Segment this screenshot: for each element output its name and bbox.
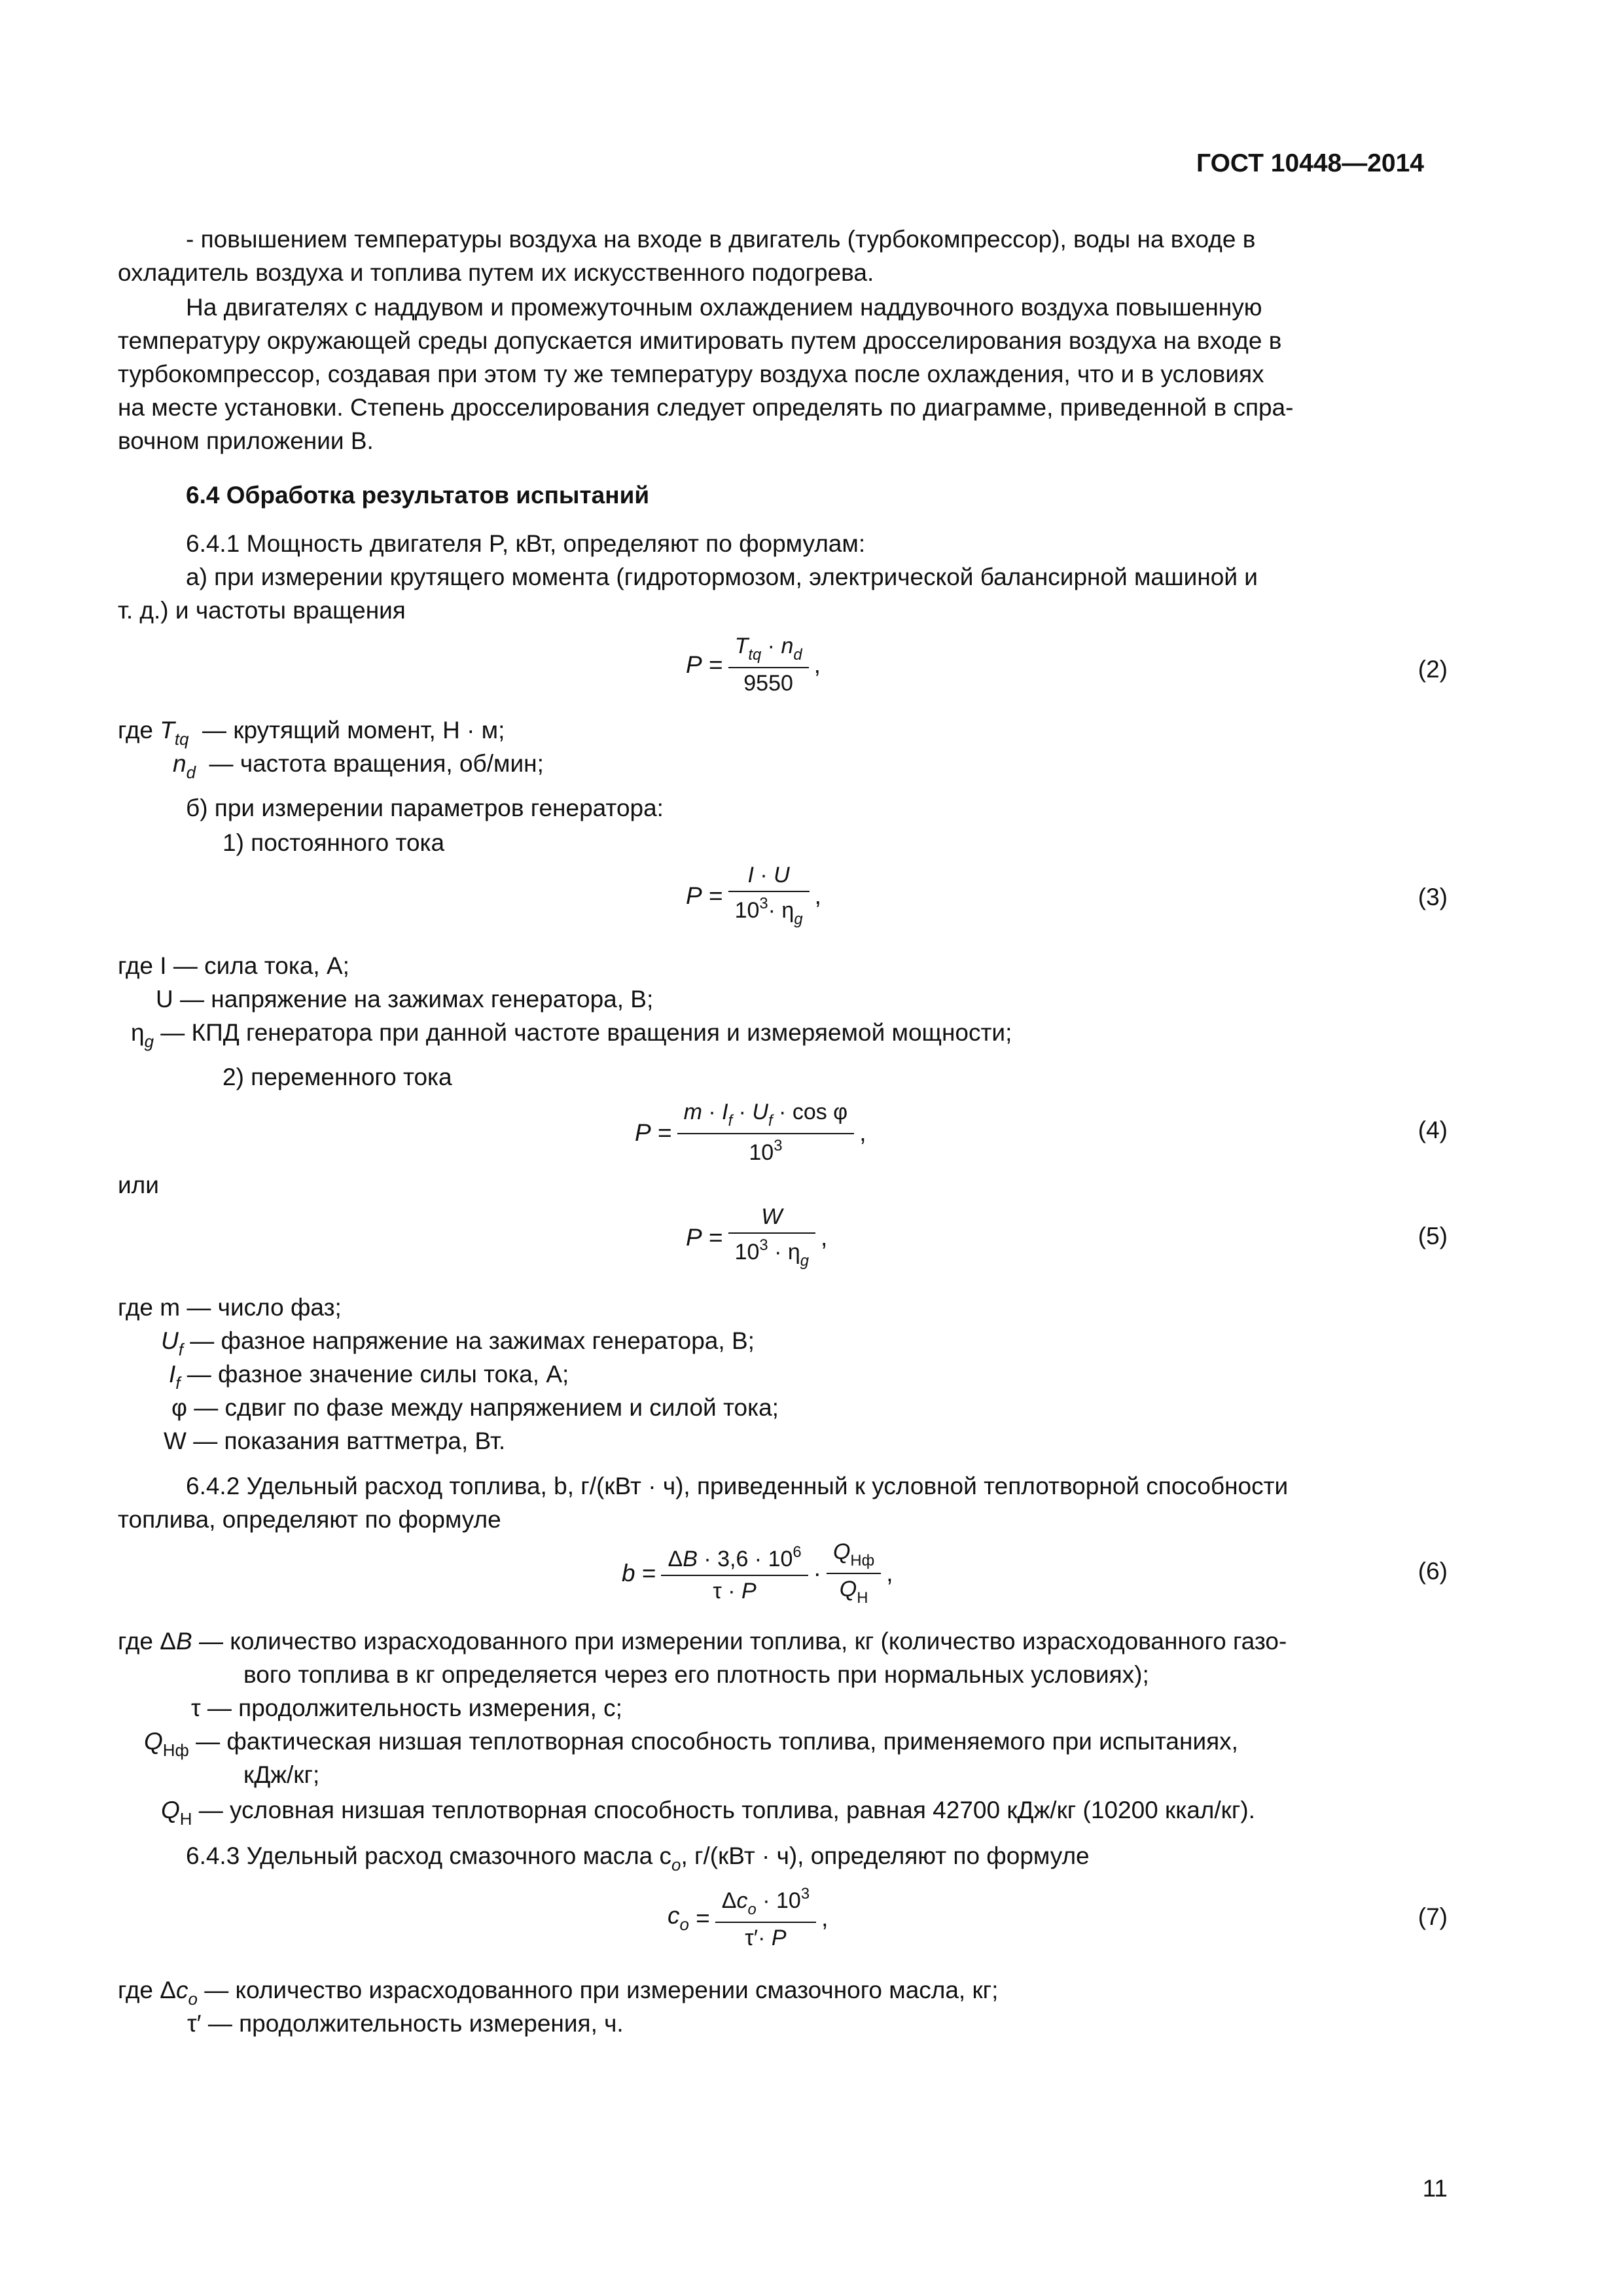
s643-rest: , г/(кВт · ч), определяют по формуле [681,1842,1090,1869]
p2-line3: турбокомпрессор, создавая при этом ту же температуру воздуха после охлаждения, что и в условиях [118,361,1264,387]
s643-text: 6.4.3 Удельный расход смазочного масла c [186,1842,672,1869]
where6-3: $Q_{Нф}$ — фактическая низшая теплотворная способность топлива, применяемого при испытаниях, [144,1728,1238,1760]
p1-line1: - повышением температуры воздуха на входе в двигатель (турбокомпрессор), воды на входе в [186,226,1256,253]
where6-4: $Q_Н$ — условная низшая теплотворная способность топлива, равная 42700 кДж/кг (10200 ккал/кг). [161,1797,1255,1829]
where2-2-text: — частота вращения, об/мин; [209,750,544,777]
where5-3-text: — фазное значение силы тока, А; [187,1361,569,1388]
formula-4: P = $\frac{m \cdot I_f \cdot U_f \cdot \cos \varphi}{10^3}$ , [635,1100,866,1165]
p1-line2: охладитель воздуха и топлива путем их искусственного подогрева. [118,259,874,286]
s643-sub: o [671,1856,681,1874]
eq7-number: (7) [1418,1903,1448,1930]
where3-2: U — напряжение на зажимах генератора, В; [156,986,654,1013]
formula-7: $c_o$ = $\frac{\Delta c_o \cdot 10^3}{\tau'\cdot P}$ , [668,1885,829,1950]
where7-2-text: — продолжительность измерения, ч. [207,2010,624,2037]
s641a-line1: а) при измерении крутящего момента (гидротормозом, электрической балансирной машиной и [186,564,1258,590]
where6-1-cont: вого топлива в кг определяется через его плотность при нормальных условиях); [243,1661,1149,1688]
eq2-number: (2) [1418,656,1448,683]
where2-2: $n_d$ — частота вращения, об/мин; [173,750,544,782]
s642-line2: топлива, определяют по формуле [118,1506,501,1533]
formula-6: b = $\frac{\Delta B \cdot 3,6 \cdot 10^6}{\tau \cdot P}$ · $\frac{Q_{Нф}}{Q_Н}$ , [622,1539,893,1607]
s641: 6.4.1 Мощность двигателя P, кВт, определяют по формулам: [186,530,866,557]
section-heading: 6.4 Обработка результатов испытаний [186,482,650,509]
where6-2-text: — продолжительность измерения, с; [207,1695,622,1721]
p2-line5: вочном приложении В. [118,427,374,454]
where5-3: $I_f$ — фазное значение силы тока, А; [169,1361,569,1393]
ili: или [118,1172,159,1198]
formula-5: P = $\frac{W}{10^3 \cdot \eta_g}$ , [686,1204,828,1270]
where3-1: где I — сила тока, А; [118,952,349,979]
where2-1-text: — крутящий момент, Н · м; [202,717,505,744]
where5-4: φ — сдвиг по фазе между напряжением и силой тока; [171,1394,779,1421]
eq4-number: (4) [1418,1117,1448,1143]
where3-3-text: — КПД генератора при данной частоте вращения и измеряемой мощности; [160,1019,1012,1046]
eq5-number: (5) [1418,1223,1448,1249]
formula-3: P = $\frac{I \cdot U}{10^3\cdot \eta_g}$ , [686,863,821,928]
where6-3-text: — фактическая низшая теплотворная способность топлива, применяемого при испытаниях, [196,1728,1238,1755]
where6-4-text: — условная низшая теплотворная способность топлива, равная 42700 кДж/кг (10200 ккал/кг). [198,1797,1255,1823]
p2-line4: на месте установки. Степень дросселирования следует определять по диаграмме, приведенной в спра- [118,394,1294,421]
formula-2: P = $\frac{T_{tq} \cdot n_d}{9550}$ , [686,634,821,696]
eq3-number: (3) [1418,884,1448,910]
page-number: 11 [1422,2175,1448,2202]
where7-1: где $\Delta c_o$ — количество израсходованного при измерении смазочного масла, кг; [118,1977,999,2009]
p2-line1: На двигателях с наддувом и промежуточным охлаждением наддувочного воздуха повышенную [186,294,1262,321]
where5-2-text: — фазное напряжение на зажимах генератора, В; [190,1327,755,1354]
document-header: ГОСТ 10448—2014 [1196,149,1424,177]
where7-2: τ′ — продолжительность измерения, ч. [187,2010,624,2037]
s643 [186,1839,1090,1882]
where2-1: где $T_{tq}$ — крутящий момент, Н · м; [118,717,505,749]
where3-3: $\eta_g$ — КПД генератора при данной частоте вращения и измеряемой мощности; [131,1019,1012,1051]
s641a-line2: т. д.) и частоты вращения [118,597,406,624]
where6-1-text: — количество израсходованного при измерении топлива, кг (количество израсходованного газо- [198,1628,1287,1655]
where6-2: τ — продолжительность измерения, с; [191,1695,622,1721]
eq6-number: (6) [1418,1558,1448,1585]
s641b1: 1) постоянного тока [223,829,445,856]
s641b2: 2) переменного тока [223,1064,452,1090]
where5-5: W — показания ваттметра, Вт. [164,1427,506,1454]
where7-1-text: — количество израсходованного при измерении смазочного масла, кг; [204,1977,999,2003]
where5-1: где m — число фаз; [118,1294,342,1321]
s642-line1: 6.4.2 Удельный расход топлива, b, г/(кВт · ч), приведенный к условной теплотворной способности [186,1473,1289,1499]
p2-line2: температуру окружающей среды допускается имитировать путем дросселирования воздуха на входе в [118,327,1282,354]
where6-1: где ΔB — количество израсходованного при измерении топлива, кг (количество израсходованного газо- [118,1628,1287,1655]
where6-3-cont: кДж/кг; [243,1761,320,1788]
s641b: б) при измерении параметров генератора: [186,795,664,821]
where5-2: $U_f$ — фазное напряжение на зажимах генератора, В; [161,1327,755,1359]
